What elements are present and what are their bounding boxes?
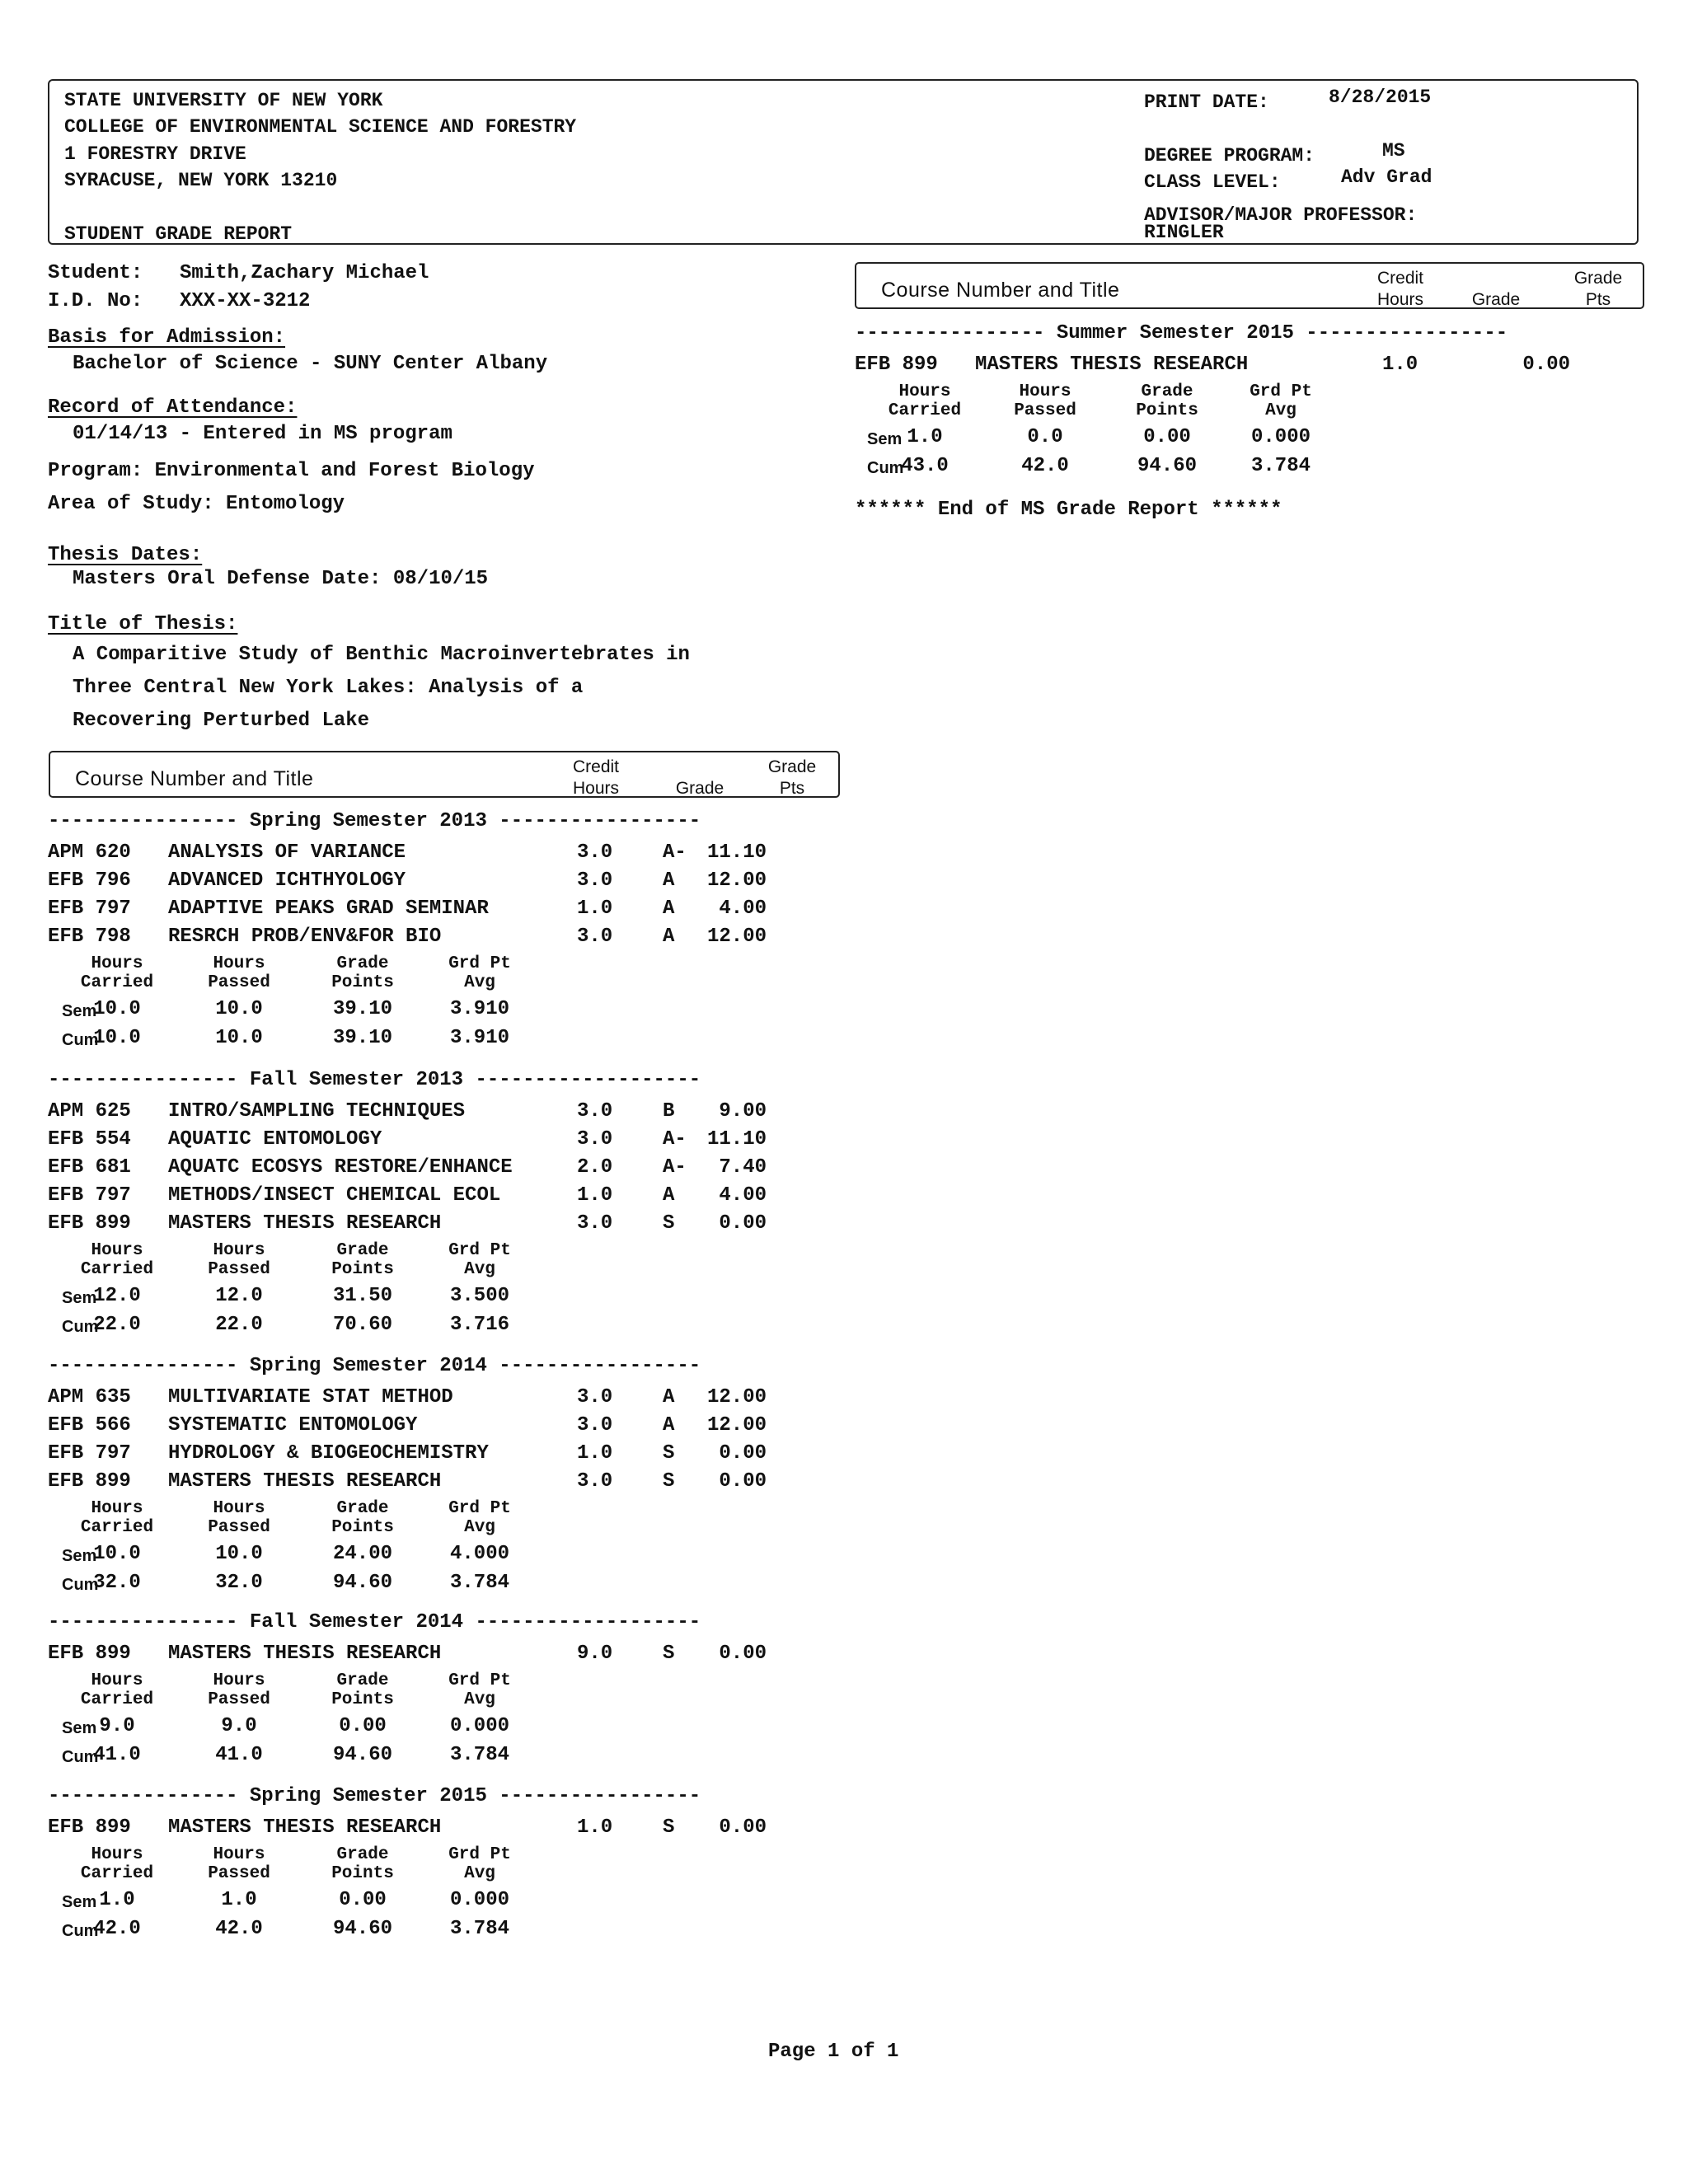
col-hours-label: Hours — [1376, 290, 1424, 309]
course-number: EFB 796 — [48, 869, 131, 892]
course-grade-points: 0.00 — [719, 1816, 767, 1839]
institution-name: STATE UNIVERSITY OF NEW YORK — [64, 90, 383, 111]
course-credit-hours: 3.0 — [577, 1128, 613, 1151]
totals-column-label: Hours — [91, 954, 143, 973]
col-course-title: Course Number and Title — [75, 767, 314, 790]
course-grade: A — [663, 926, 675, 948]
totals-column-label: Grade — [336, 1241, 389, 1260]
totals-column-label: Hours — [213, 1499, 265, 1518]
course-title: MASTERS THESIS RESEARCH — [168, 1470, 442, 1493]
totals-column-label: Grade — [1141, 382, 1193, 401]
course-table-header — [49, 751, 840, 798]
col-gradepts-label: Grade — [1573, 269, 1623, 288]
sem-row-label: Sem — [867, 430, 903, 448]
course-grade-points: 7.40 — [719, 1156, 767, 1179]
course-grade-points: 4.00 — [719, 1184, 767, 1207]
thesis-title-line: A Comparitive Study of Benthic Macroinvertebrates in — [73, 644, 690, 666]
sem-avg: 3.910 — [449, 998, 509, 1020]
course-number: EFB 798 — [48, 926, 131, 948]
student-label: Student: — [48, 262, 143, 284]
semester-title: ---------------- Spring Semester 2013 ----------------- — [48, 810, 701, 832]
course-grade-points: 11.10 — [706, 1128, 767, 1151]
course-grade: A — [663, 1414, 675, 1436]
totals-column-label: Grade — [336, 1845, 389, 1864]
course-number: APM 620 — [48, 841, 131, 864]
totals-column-label: Points — [331, 973, 394, 992]
col-credit-label: Credit — [572, 757, 620, 776]
totals-column-label: Avg — [464, 973, 495, 992]
totals-column-label: Avg — [1265, 401, 1296, 420]
course-credit-hours: 3.0 — [577, 1470, 613, 1493]
course-grade: S — [663, 1470, 675, 1493]
col-hours-label: Hours — [572, 779, 620, 798]
course-credit-hours: 1.0 — [577, 1442, 613, 1465]
cum-carried: 41.0 — [93, 1744, 141, 1766]
totals-column-label: Avg — [464, 1260, 495, 1279]
totals-column-label: Hours — [213, 1845, 265, 1864]
totals-column-label: Grade — [336, 1499, 389, 1518]
college-name: COLLEGE OF ENVIRONMENTAL SCIENCE AND FORESTRY — [64, 116, 577, 138]
print-date: 8/28/2015 — [1329, 87, 1432, 108]
cum-avg: 3.910 — [449, 1027, 509, 1049]
course-title: ADAPTIVE PEAKS GRAD SEMINAR — [168, 898, 489, 920]
course-grade: A — [663, 1386, 675, 1408]
course-number: EFB 899 — [48, 1816, 131, 1839]
course-grade: A- — [663, 1128, 687, 1151]
course-credit-hours: 3.0 — [577, 1386, 613, 1408]
course-credit-hours: 9.0 — [577, 1643, 613, 1665]
col-credit-label: Credit — [1376, 269, 1424, 288]
basis-value: Bachelor of Science - SUNY Center Albany — [73, 353, 548, 375]
id-label: I.D. No: — [48, 290, 143, 312]
student-id: XXX-XX-3212 — [180, 290, 311, 312]
semester-title: ---------------- Spring Semester 2015 ----------------- — [48, 1785, 701, 1807]
sem-avg: 0.000 — [449, 1889, 509, 1911]
cum-passed: 32.0 — [215, 1572, 263, 1594]
course-grade: B — [663, 1100, 675, 1122]
course-number: EFB 899 — [48, 1643, 131, 1665]
class-level: Adv Grad — [1341, 166, 1432, 188]
course-grade-points: 0.00 — [719, 1470, 767, 1493]
thesis-dates-value: Masters Oral Defense Date: 08/10/15 — [73, 568, 489, 590]
course-credit-hours: 3.0 — [577, 1212, 613, 1235]
sem-avg: 0.000 — [449, 1715, 509, 1737]
course-title: SYSTEMATIC ENTOMOLOGY — [168, 1414, 418, 1436]
course-grade-points: 12.00 — [706, 1386, 767, 1408]
sem-points: 0.00 — [339, 1889, 387, 1911]
totals-column-label: Carried — [80, 1518, 154, 1537]
course-title: ADVANCED ICHTHYOLOGY — [168, 869, 406, 892]
sem-passed: 1.0 — [221, 1889, 257, 1911]
totals-column-label: Hours — [91, 1845, 143, 1864]
course-credit-hours: 3.0 — [577, 926, 613, 948]
end-of-report-note: ****** End of MS Grade Report ****** — [855, 499, 1282, 521]
totals-column-label: Grd Pt — [448, 1241, 511, 1260]
course-grade: A — [663, 869, 675, 892]
sem-passed: 0.0 — [1027, 426, 1063, 448]
course-number: EFB 899 — [855, 354, 938, 376]
sem-carried: 1.0 — [99, 1889, 135, 1911]
semester-title: ---------------- Summer Semester 2015 ----------------- — [855, 322, 1508, 344]
course-table-header-right — [855, 262, 1644, 309]
course-grade: S — [663, 1816, 675, 1839]
cum-avg: 3.784 — [1250, 455, 1311, 477]
thesis-title-label: Title of Thesis: — [48, 613, 238, 635]
cum-passed: 10.0 — [215, 1027, 263, 1049]
col-course-title: Course Number and Title — [881, 279, 1120, 302]
cum-avg: 3.784 — [449, 1744, 509, 1766]
totals-column-label: Points — [1136, 401, 1198, 420]
print-date-label: PRINT DATE: — [1144, 91, 1269, 113]
course-title: MASTERS THESIS RESEARCH — [168, 1643, 442, 1665]
cum-passed: 42.0 — [215, 1918, 263, 1940]
sem-avg: 3.500 — [449, 1285, 509, 1307]
course-grade-points: 0.00 — [719, 1643, 767, 1665]
course-grade: S — [663, 1442, 675, 1465]
course-credit-hours: 1.0 — [577, 1816, 613, 1839]
totals-column-label: Passed — [208, 1864, 270, 1883]
sem-passed: 10.0 — [215, 1543, 263, 1565]
report-title: STUDENT GRADE REPORT — [64, 223, 293, 245]
course-number: EFB 797 — [48, 1442, 131, 1465]
cum-avg: 3.716 — [449, 1314, 509, 1336]
course-grade: A — [663, 898, 675, 920]
course-number: EFB 797 — [48, 1184, 131, 1207]
sem-row-label: Sem — [62, 1547, 97, 1565]
totals-column-label: Hours — [91, 1241, 143, 1260]
totals-column-label: Grade — [336, 954, 389, 973]
thesis-dates-label: Thesis Dates: — [48, 544, 203, 566]
cum-points: 70.60 — [332, 1314, 392, 1336]
course-credit-hours: 1.0 — [577, 898, 613, 920]
col-pts-label: Pts — [779, 779, 805, 798]
sem-row-label: Sem — [62, 1289, 97, 1307]
sem-passed: 9.0 — [221, 1715, 257, 1737]
sem-passed: 10.0 — [215, 998, 263, 1020]
totals-column-label: Grd Pt — [1250, 382, 1312, 401]
thesis-title-line: Recovering Perturbed Lake — [73, 710, 370, 732]
col-pts-label: Pts — [1585, 290, 1611, 309]
cum-avg: 3.784 — [449, 1572, 509, 1594]
course-credit-hours: 1.0 — [1382, 354, 1418, 376]
cum-row-label: Cum — [867, 459, 904, 477]
attendance-value: 01/14/13 - Entered in MS program — [73, 423, 452, 445]
cum-passed: 22.0 — [215, 1314, 263, 1336]
totals-column-label: Avg — [464, 1864, 495, 1883]
semester-title: ---------------- Fall Semester 2014 ------------------- — [48, 1611, 701, 1633]
course-title: RESRCH PROB/ENV&FOR BIO — [168, 926, 442, 948]
totals-column-label: Hours — [213, 1671, 265, 1690]
totals-column-label: Passed — [208, 1690, 270, 1709]
advisor-label: ADVISOR/MAJOR PROFESSOR: — [1144, 204, 1418, 226]
course-title: MULTIVARIATE STAT METHOD — [168, 1386, 453, 1408]
totals-column-label: Carried — [80, 973, 154, 992]
sem-row-label: Sem — [62, 1002, 97, 1020]
cum-row-label: Cum — [62, 1922, 99, 1940]
cum-points: 94.60 — [332, 1744, 392, 1766]
cum-row-label: Cum — [62, 1576, 99, 1594]
totals-column-label: Avg — [464, 1690, 495, 1709]
cum-points: 39.10 — [332, 1027, 392, 1049]
course-grade: S — [663, 1212, 675, 1235]
cum-carried: 22.0 — [93, 1314, 141, 1336]
course-grade-points: 12.00 — [706, 1414, 767, 1436]
sem-carried: 10.0 — [93, 1543, 141, 1565]
totals-column-label: Passed — [208, 1518, 270, 1537]
sem-points: 31.50 — [332, 1285, 392, 1307]
sem-avg: 0.000 — [1250, 426, 1311, 448]
course-grade-points: 0.00 — [1522, 354, 1570, 376]
cum-row-label: Cum — [62, 1031, 99, 1049]
course-number: EFB 899 — [48, 1212, 131, 1235]
cum-passed: 42.0 — [1021, 455, 1069, 477]
course-number: EFB 899 — [48, 1470, 131, 1493]
course-credit-hours: 2.0 — [577, 1156, 613, 1179]
degree-program: MS — [1382, 140, 1405, 162]
sem-carried: 1.0 — [907, 426, 943, 448]
course-grade-points: 4.00 — [719, 898, 767, 920]
totals-column-label: Passed — [1014, 401, 1076, 420]
totals-column-label: Grd Pt — [448, 1499, 511, 1518]
cum-points: 94.60 — [1137, 455, 1197, 477]
advisor-name: RINGLER — [1144, 222, 1224, 243]
course-title: METHODS/INSECT CHEMICAL ECOL — [168, 1184, 501, 1207]
course-number: APM 635 — [48, 1386, 131, 1408]
thesis-title-line: Three Central New York Lakes: Analysis of a — [73, 677, 584, 699]
totals-column-label: Grd Pt — [448, 1671, 511, 1690]
course-title: INTRO/SAMPLING TECHNIQUES — [168, 1100, 466, 1122]
cum-carried: 32.0 — [93, 1572, 141, 1594]
page-number: Page 1 of 1 — [768, 2041, 899, 2063]
sem-carried: 9.0 — [99, 1715, 135, 1737]
course-grade: S — [663, 1643, 675, 1665]
sem-points: 24.00 — [332, 1543, 392, 1565]
totals-column-label: Points — [331, 1518, 394, 1537]
course-grade-points: 12.00 — [706, 926, 767, 948]
totals-column-label: Hours — [213, 954, 265, 973]
course-credit-hours: 3.0 — [577, 1100, 613, 1122]
course-grade-points: 9.00 — [719, 1100, 767, 1122]
col-grade-label: Grade — [675, 779, 724, 798]
course-title: AQUATIC ENTOMOLOGY — [168, 1128, 382, 1151]
course-grade: A- — [663, 841, 687, 864]
course-grade-points: 0.00 — [719, 1442, 767, 1465]
area-of-study: Area of Study: Entomology — [48, 493, 345, 515]
city-line: SYRACUSE, NEW YORK 13210 — [64, 170, 338, 191]
totals-column-label: Hours — [213, 1241, 265, 1260]
student-name: Smith,Zachary Michael — [180, 262, 429, 284]
sem-carried: 12.0 — [93, 1285, 141, 1307]
semester-title: ---------------- Spring Semester 2014 ----------------- — [48, 1355, 701, 1377]
course-number: APM 625 — [48, 1100, 131, 1122]
cum-carried: 10.0 — [93, 1027, 141, 1049]
course-title: HYDROLOGY & BIOGEOCHEMISTRY — [168, 1442, 489, 1465]
col-grade-label: Grade — [1471, 290, 1521, 309]
sem-row-label: Sem — [62, 1719, 97, 1737]
totals-column-label: Carried — [80, 1690, 154, 1709]
course-grade-points: 11.10 — [706, 841, 767, 864]
totals-column-label: Carried — [80, 1260, 154, 1279]
attendance-label: Record of Attendance: — [48, 396, 298, 419]
cum-row-label: Cum — [62, 1748, 99, 1766]
totals-column-label: Points — [331, 1260, 394, 1279]
class-level-label: CLASS LEVEL: — [1144, 171, 1281, 193]
sem-row-label: Sem — [62, 1893, 97, 1911]
totals-column-label: Points — [331, 1864, 394, 1883]
sem-passed: 12.0 — [215, 1285, 263, 1307]
cum-avg: 3.784 — [449, 1918, 509, 1940]
totals-column-label: Hours — [898, 382, 951, 401]
totals-column-label: Avg — [464, 1518, 495, 1537]
course-number: EFB 566 — [48, 1414, 131, 1436]
address-line: 1 FORESTRY DRIVE — [64, 143, 246, 165]
cum-row-label: Cum — [62, 1318, 99, 1336]
totals-column-label: Grd Pt — [448, 954, 511, 973]
course-number: EFB 554 — [48, 1128, 131, 1151]
sem-points: 0.00 — [339, 1715, 387, 1737]
totals-column-label: Passed — [208, 1260, 270, 1279]
cum-points: 94.60 — [332, 1572, 392, 1594]
course-number: EFB 681 — [48, 1156, 131, 1179]
cum-carried: 43.0 — [901, 455, 949, 477]
program: Program: Environmental and Forest Biology — [48, 460, 535, 482]
totals-column-label: Hours — [1019, 382, 1071, 401]
totals-column-label: Grade — [336, 1671, 389, 1690]
totals-column-label: Hours — [91, 1499, 143, 1518]
course-credit-hours: 3.0 — [577, 841, 613, 864]
degree-program-label: DEGREE PROGRAM: — [1144, 145, 1315, 166]
course-title: AQUATC ECOSYS RESTORE/ENHANCE — [168, 1156, 513, 1179]
semester-title: ---------------- Fall Semester 2013 ------------------- — [48, 1069, 701, 1091]
course-title: MASTERS THESIS RESEARCH — [975, 354, 1249, 376]
totals-column-label: Carried — [80, 1864, 154, 1883]
course-credit-hours: 1.0 — [577, 1184, 613, 1207]
course-title: ANALYSIS OF VARIANCE — [168, 841, 406, 864]
course-credit-hours: 3.0 — [577, 1414, 613, 1436]
totals-column-label: Points — [331, 1690, 394, 1709]
basis-label: Basis for Admission: — [48, 326, 286, 349]
cum-points: 94.60 — [332, 1918, 392, 1940]
course-grade-points: 0.00 — [719, 1212, 767, 1235]
sem-points: 39.10 — [332, 998, 392, 1020]
course-title: MASTERS THESIS RESEARCH — [168, 1212, 442, 1235]
totals-column-label: Carried — [888, 401, 962, 420]
course-grade: A — [663, 1184, 675, 1207]
sem-carried: 10.0 — [93, 998, 141, 1020]
col-gradepts-label: Grade — [767, 757, 817, 776]
totals-column-label: Grd Pt — [448, 1845, 511, 1864]
cum-passed: 41.0 — [215, 1744, 263, 1766]
course-number: EFB 797 — [48, 898, 131, 920]
sem-points: 0.00 — [1143, 426, 1191, 448]
course-grade-points: 12.00 — [706, 869, 767, 892]
course-credit-hours: 3.0 — [577, 869, 613, 892]
course-grade: A- — [663, 1156, 687, 1179]
totals-column-label: Passed — [208, 973, 270, 992]
cum-carried: 42.0 — [93, 1918, 141, 1940]
course-title: MASTERS THESIS RESEARCH — [168, 1816, 442, 1839]
sem-avg: 4.000 — [449, 1543, 509, 1565]
totals-column-label: Hours — [91, 1671, 143, 1690]
